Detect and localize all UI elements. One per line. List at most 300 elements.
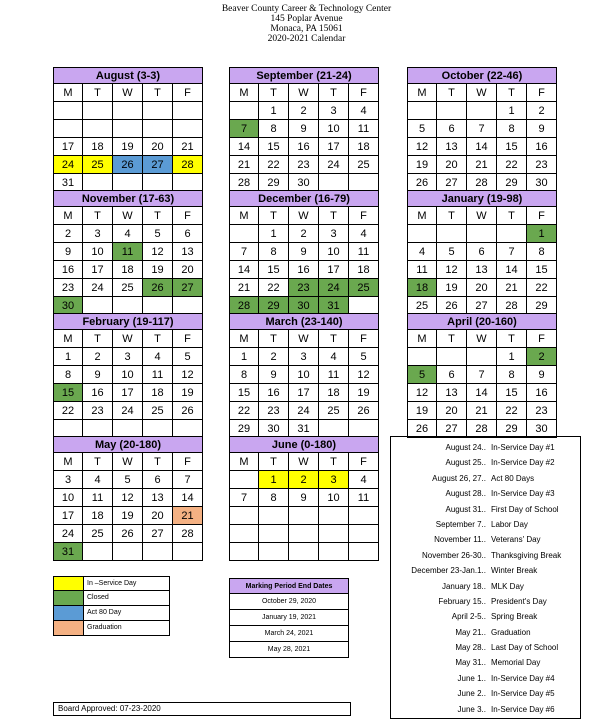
event-row <box>391 640 580 655</box>
event-name: Thanksgiving Break <box>491 550 562 560</box>
event-name: In-Service Day #6 <box>491 704 555 714</box>
marking-period-table <box>229 578 349 658</box>
day-cell: 23 <box>289 279 319 297</box>
weekday-header: F <box>349 453 379 471</box>
day-cell: 21 <box>173 138 203 156</box>
event-date: August 26, 27.. <box>432 473 486 483</box>
event-row <box>391 532 580 547</box>
weekday-header: T <box>259 330 289 348</box>
events-list <box>390 436 581 719</box>
day-cell: 10 <box>319 243 349 261</box>
day-cell: 14 <box>467 138 497 156</box>
day-cell: 30 <box>289 297 319 315</box>
event-date: August 24.. <box>445 443 486 452</box>
day-cell: 9 <box>83 366 113 384</box>
event-name: Spring Break <box>491 612 538 622</box>
day-cell: 29 <box>259 297 289 315</box>
day-cell: 7 <box>497 243 527 261</box>
legend-row <box>53 591 170 606</box>
event-date: November 26-30.. <box>421 550 486 560</box>
weekday-header: T <box>143 330 173 348</box>
day-cell: 14 <box>173 489 203 507</box>
day-cell: 13 <box>143 489 173 507</box>
weekday-header: M <box>53 84 83 102</box>
month-title: January (19-98) <box>407 190 557 207</box>
month-calendar <box>229 313 379 438</box>
day-cell: 28 <box>173 525 203 543</box>
day-cell: 4 <box>113 225 143 243</box>
month-day-grid <box>229 330 379 438</box>
month-calendar <box>229 436 379 561</box>
day-cell: 26 <box>407 174 437 192</box>
month-day-grid <box>229 84 379 192</box>
month-calendar <box>229 67 379 192</box>
day-cell <box>113 543 143 561</box>
weekday-header: F <box>173 84 203 102</box>
day-cell: 25 <box>319 402 349 420</box>
day-cell: 28 <box>173 156 203 174</box>
day-cell: 19 <box>437 279 467 297</box>
day-cell: 25 <box>83 156 113 174</box>
legend-row <box>53 621 170 636</box>
day-cell: 24 <box>319 156 349 174</box>
event-row <box>391 455 580 470</box>
day-cell <box>229 543 259 561</box>
day-cell: 21 <box>173 507 203 525</box>
month-day-grid <box>53 453 203 561</box>
weekday-header: T <box>319 453 349 471</box>
day-cell: 28 <box>467 174 497 192</box>
day-cell: 24 <box>319 279 349 297</box>
day-cell <box>437 348 467 366</box>
day-cell: 15 <box>497 138 527 156</box>
weekday-header: T <box>497 207 527 225</box>
weekday-header: W <box>289 330 319 348</box>
day-cell: 9 <box>259 366 289 384</box>
day-cell: 16 <box>83 384 113 402</box>
day-cell: 17 <box>113 384 143 402</box>
month-title: May (20-180) <box>53 436 203 453</box>
weekday-header: F <box>349 330 379 348</box>
day-cell <box>83 120 113 138</box>
day-cell <box>467 102 497 120</box>
day-cell: 25 <box>349 156 379 174</box>
day-cell: 28 <box>229 297 259 315</box>
weekday-header: W <box>113 207 143 225</box>
day-cell: 28 <box>467 420 497 438</box>
day-cell: 26 <box>173 402 203 420</box>
day-cell: 9 <box>289 243 319 261</box>
event-name: Memorial Day <box>491 658 541 668</box>
day-cell: 11 <box>143 366 173 384</box>
day-cell: 19 <box>407 156 437 174</box>
day-cell: 25 <box>407 297 437 315</box>
day-cell: 2 <box>527 102 557 120</box>
day-cell: 7 <box>467 366 497 384</box>
event-row <box>391 655 580 670</box>
day-cell: 10 <box>319 120 349 138</box>
legend-label: Graduation <box>87 624 122 631</box>
day-cell: 31 <box>289 420 319 438</box>
day-cell: 30 <box>53 297 83 315</box>
marking-period-date: March 24, 2021 <box>229 626 349 642</box>
event-date: June 2.. <box>457 689 486 699</box>
day-cell: 12 <box>143 243 173 261</box>
day-cell: 9 <box>53 243 83 261</box>
day-cell <box>349 543 379 561</box>
weekday-header: M <box>53 330 83 348</box>
weekday-header: F <box>349 207 379 225</box>
day-cell: 17 <box>319 261 349 279</box>
month-day-grid <box>229 207 379 315</box>
day-cell: 3 <box>289 348 319 366</box>
day-cell: 15 <box>229 384 259 402</box>
weekday-header: T <box>143 207 173 225</box>
day-cell: 23 <box>527 402 557 420</box>
month-calendar <box>53 67 203 192</box>
weekday-header: T <box>437 84 467 102</box>
day-cell: 15 <box>527 261 557 279</box>
day-cell: 26 <box>143 279 173 297</box>
day-cell: 9 <box>527 120 557 138</box>
day-cell: 27 <box>437 174 467 192</box>
event-row <box>391 594 580 609</box>
day-cell: 24 <box>113 402 143 420</box>
day-cell: 3 <box>53 471 83 489</box>
event-date: February 15.. <box>438 596 486 606</box>
weekday-header: T <box>437 207 467 225</box>
month-calendar <box>229 190 379 315</box>
weekday-header: M <box>229 330 259 348</box>
event-row <box>391 671 580 686</box>
day-cell: 16 <box>289 138 319 156</box>
day-cell: 13 <box>173 243 203 261</box>
legend-swatch <box>54 577 84 590</box>
day-cell: 10 <box>113 366 143 384</box>
day-cell: 1 <box>259 102 289 120</box>
event-date: May 21.. <box>455 627 486 637</box>
weekday-header: W <box>113 330 143 348</box>
day-cell: 7 <box>173 471 203 489</box>
day-cell <box>143 102 173 120</box>
day-cell: 16 <box>527 384 557 402</box>
day-cell: 12 <box>407 384 437 402</box>
day-cell <box>113 102 143 120</box>
day-cell <box>143 120 173 138</box>
weekday-header: T <box>83 207 113 225</box>
weekday-header: F <box>349 84 379 102</box>
weekday-header: F <box>527 207 557 225</box>
event-date: August 25.. <box>445 458 486 468</box>
day-cell: 30 <box>527 420 557 438</box>
day-cell <box>229 525 259 543</box>
day-cell: 27 <box>173 279 203 297</box>
weekday-header: W <box>113 453 143 471</box>
event-date: August 31.. <box>445 504 486 514</box>
event-name: First Day of School <box>491 504 559 514</box>
event-name: In-Service Day #1 <box>491 443 555 452</box>
day-cell: 15 <box>497 384 527 402</box>
day-cell: 10 <box>83 243 113 261</box>
day-cell: 5 <box>349 348 379 366</box>
day-cell: 12 <box>349 366 379 384</box>
day-cell: 4 <box>349 225 379 243</box>
month-title: February (19-117) <box>53 313 203 330</box>
day-cell: 13 <box>467 261 497 279</box>
weekday-header: T <box>259 453 289 471</box>
month-day-grid <box>407 330 557 438</box>
day-cell: 16 <box>289 261 319 279</box>
day-cell: 14 <box>229 261 259 279</box>
day-cell <box>407 225 437 243</box>
day-cell: 3 <box>319 102 349 120</box>
day-cell <box>289 507 319 525</box>
legend-swatch <box>54 606 84 620</box>
day-cell: 11 <box>83 489 113 507</box>
weekday-header: T <box>83 453 113 471</box>
day-cell: 6 <box>467 243 497 261</box>
weekday-header: W <box>289 207 319 225</box>
month-calendar <box>407 190 557 315</box>
day-cell: 1 <box>527 225 557 243</box>
day-cell: 19 <box>407 402 437 420</box>
day-cell: 26 <box>407 420 437 438</box>
day-cell: 24 <box>53 525 83 543</box>
day-cell: 20 <box>143 138 173 156</box>
day-cell <box>113 120 143 138</box>
color-legend <box>53 576 170 636</box>
day-cell <box>143 543 173 561</box>
board-approved: Board Approved: 07-23-2020 <box>53 702 351 716</box>
day-cell: 18 <box>349 261 379 279</box>
day-cell: 26 <box>437 297 467 315</box>
day-cell: 7 <box>467 120 497 138</box>
day-cell: 16 <box>527 138 557 156</box>
day-cell: 25 <box>349 279 379 297</box>
event-row <box>391 609 580 624</box>
event-name: In-Service Day #3 <box>491 489 555 499</box>
day-cell: 29 <box>229 420 259 438</box>
day-cell: 30 <box>289 174 319 192</box>
month-title: June (0-180) <box>229 436 379 453</box>
weekday-header: M <box>407 207 437 225</box>
day-cell <box>259 543 289 561</box>
day-cell: 21 <box>229 156 259 174</box>
event-row <box>391 563 580 578</box>
day-cell <box>83 543 113 561</box>
month-calendar <box>53 313 203 438</box>
day-cell: 19 <box>113 507 143 525</box>
day-cell: 2 <box>289 471 319 489</box>
day-cell: 8 <box>497 366 527 384</box>
day-cell: 24 <box>83 279 113 297</box>
weekday-header: M <box>229 453 259 471</box>
day-cell <box>83 102 113 120</box>
weekday-header: W <box>289 453 319 471</box>
day-cell: 14 <box>229 138 259 156</box>
day-cell: 2 <box>53 225 83 243</box>
event-row <box>391 486 580 501</box>
day-cell: 22 <box>497 402 527 420</box>
weekday-header: F <box>527 330 557 348</box>
month-title: March (23-140) <box>229 313 379 330</box>
day-cell: 10 <box>319 489 349 507</box>
day-cell: 2 <box>289 102 319 120</box>
weekday-header: T <box>497 330 527 348</box>
weekday-header: T <box>319 207 349 225</box>
day-cell: 21 <box>467 156 497 174</box>
legend-swatch <box>54 621 84 635</box>
day-cell: 18 <box>113 261 143 279</box>
day-cell: 17 <box>53 507 83 525</box>
day-cell: 5 <box>173 348 203 366</box>
day-cell: 11 <box>349 489 379 507</box>
day-cell: 5 <box>437 243 467 261</box>
day-cell: 8 <box>229 366 259 384</box>
event-name: President's Day <box>491 596 547 606</box>
event-name: In-Service Day #2 <box>491 458 555 468</box>
day-cell: 25 <box>83 525 113 543</box>
day-cell: 29 <box>527 297 557 315</box>
day-cell: 18 <box>143 384 173 402</box>
day-cell: 14 <box>497 261 527 279</box>
day-cell: 19 <box>173 384 203 402</box>
day-cell: 31 <box>53 543 83 561</box>
day-cell: 9 <box>527 366 557 384</box>
day-cell: 29 <box>497 420 527 438</box>
school-city: Monaca, PA 15061 <box>270 24 343 34</box>
day-cell <box>259 525 289 543</box>
day-cell: 23 <box>83 402 113 420</box>
day-cell: 1 <box>259 471 289 489</box>
day-cell: 11 <box>407 261 437 279</box>
event-name: In-Service Day #4 <box>491 673 555 683</box>
day-cell: 1 <box>53 348 83 366</box>
day-cell: 7 <box>229 489 259 507</box>
event-row <box>391 702 580 717</box>
day-cell: 28 <box>497 297 527 315</box>
day-cell: 7 <box>229 120 259 138</box>
day-cell <box>289 543 319 561</box>
day-cell: 27 <box>143 525 173 543</box>
day-cell <box>229 507 259 525</box>
day-cell: 20 <box>173 261 203 279</box>
month-day-grid <box>53 207 203 315</box>
day-cell <box>289 525 319 543</box>
day-cell: 1 <box>229 348 259 366</box>
weekday-header: F <box>527 84 557 102</box>
calendar-header <box>0 4 613 44</box>
event-row <box>391 517 580 532</box>
day-cell: 15 <box>259 261 289 279</box>
day-cell: 19 <box>113 138 143 156</box>
weekday-header: F <box>173 453 203 471</box>
day-cell <box>319 543 349 561</box>
legend-swatch <box>54 591 84 605</box>
day-cell: 25 <box>113 279 143 297</box>
day-cell: 4 <box>349 102 379 120</box>
day-cell: 30 <box>527 174 557 192</box>
day-cell: 18 <box>319 384 349 402</box>
day-cell <box>229 471 259 489</box>
event-date: December 23-Jan.1.. <box>411 566 486 576</box>
month-title: December (16-79) <box>229 190 379 207</box>
day-cell: 8 <box>497 120 527 138</box>
day-cell <box>53 120 83 138</box>
day-cell: 24 <box>53 156 83 174</box>
day-cell: 19 <box>143 261 173 279</box>
day-cell: 4 <box>407 243 437 261</box>
event-name: Graduation <box>491 627 531 637</box>
day-cell: 26 <box>113 525 143 543</box>
day-cell: 8 <box>259 489 289 507</box>
weekday-header: F <box>173 330 203 348</box>
weekday-header: T <box>259 84 289 102</box>
day-cell: 6 <box>173 225 203 243</box>
day-cell: 2 <box>527 348 557 366</box>
weekday-header: T <box>83 330 113 348</box>
day-cell: 11 <box>349 120 379 138</box>
month-day-grid <box>229 453 379 561</box>
day-cell: 23 <box>527 156 557 174</box>
weekday-header: T <box>83 84 113 102</box>
day-cell: 6 <box>143 471 173 489</box>
weekday-header: T <box>143 453 173 471</box>
day-cell: 4 <box>349 471 379 489</box>
day-cell: 6 <box>437 120 467 138</box>
day-cell: 22 <box>229 402 259 420</box>
day-cell: 8 <box>259 120 289 138</box>
day-cell: 27 <box>143 156 173 174</box>
day-cell: 22 <box>259 156 289 174</box>
event-row <box>391 625 580 640</box>
event-date: June 3.. <box>457 704 486 714</box>
weekday-header: M <box>229 84 259 102</box>
day-cell: 21 <box>497 279 527 297</box>
day-cell: 14 <box>467 384 497 402</box>
day-cell <box>319 525 349 543</box>
day-cell: 15 <box>53 384 83 402</box>
day-cell: 3 <box>113 348 143 366</box>
event-date: April 2-5.. <box>451 612 486 622</box>
day-cell: 20 <box>437 156 467 174</box>
day-cell: 11 <box>319 366 349 384</box>
event-row <box>391 502 580 517</box>
month-calendar <box>407 313 557 438</box>
day-cell: 12 <box>113 489 143 507</box>
month-day-grid <box>407 207 557 315</box>
day-cell: 9 <box>289 120 319 138</box>
event-name: Act 80 Days <box>491 473 535 483</box>
event-name: MLK Day <box>491 581 524 591</box>
weekday-header: M <box>407 330 437 348</box>
day-cell: 1 <box>497 102 527 120</box>
month-calendar <box>53 190 203 315</box>
day-cell <box>467 225 497 243</box>
day-cell <box>437 102 467 120</box>
day-cell <box>467 348 497 366</box>
day-cell: 18 <box>407 279 437 297</box>
weekday-header: M <box>53 453 83 471</box>
month-calendar <box>53 436 203 561</box>
event-name: Last Day of School <box>491 643 559 653</box>
day-cell <box>349 525 379 543</box>
day-cell: 22 <box>259 279 289 297</box>
weekday-header: M <box>407 84 437 102</box>
day-cell: 17 <box>83 261 113 279</box>
month-title: October (22-46) <box>407 67 557 84</box>
day-cell: 20 <box>467 279 497 297</box>
